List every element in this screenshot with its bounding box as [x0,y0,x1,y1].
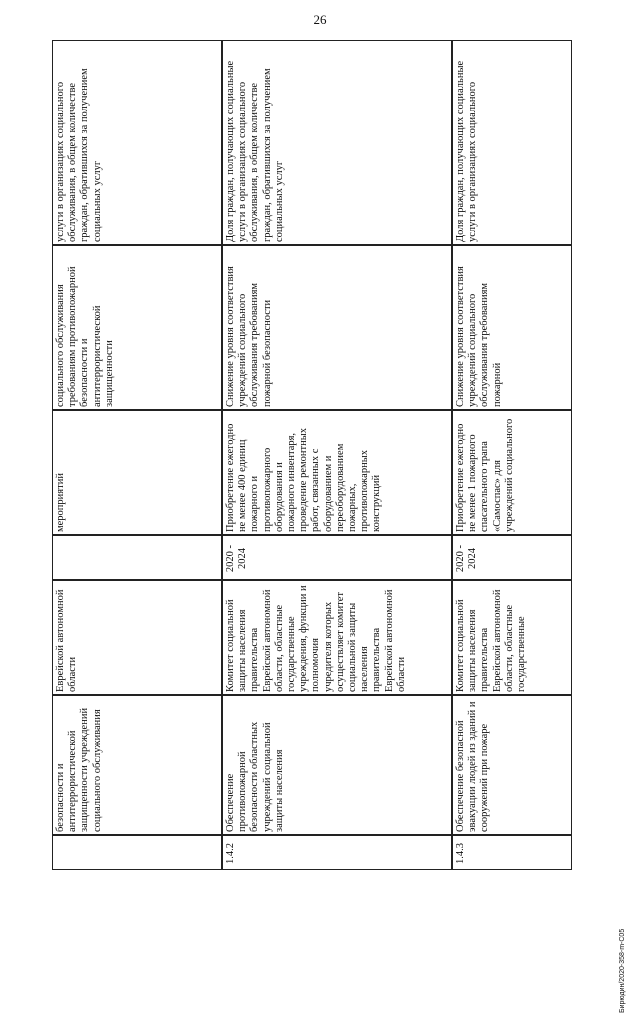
page-number: 26 [313,12,327,27]
cell-period [52,535,222,580]
cell-text-name: Обеспечение безопасной эвакуации людей из зданий и сооружений при пожаре [455,701,491,832]
cell-num [452,835,572,870]
cell-indicator [52,40,222,245]
cell-text-executor: Еврейской автономной области [55,589,79,692]
cell-text-measure: Приобретение ежегодно не менее 400 единиц пожарного и противопожарного оборудования и пожарного инвентаря, проведение ремонтных работ, связанных с оборудованием и переоборудованием пожарных, противопожарных конструкций [225,423,383,532]
cell-period [452,535,572,580]
cell-executor [52,580,222,695]
cell-text-result: социального обслуживания требованиям противопожарной безопасности и антитеррористической защищенности [55,266,115,407]
cell-text-name: Обеспечение противопожарной безопасности областных учреждений социальной защиты населения [225,721,285,832]
cell-measure [222,410,452,535]
cell-text-num: 1.4.2 [225,843,236,864]
cell-text-period [53,536,222,580]
cell-executor [452,580,572,695]
cell-text-indicator: Доля граждан, получающих социальные услуги в организациях социального [455,60,479,242]
cell-name [452,695,572,835]
cell-text-executor: Комитет социальной защиты населения правительства Еврейской автономной области, областные государственные [455,589,528,692]
cell-result [52,245,222,410]
cell-name [222,695,452,835]
cell-text-result: Снижение уровня соответствия учреждений социального обслуживания требованиям пожарной [455,266,503,407]
table-grid [52,40,572,870]
cell-indicator [222,40,452,245]
cell-name [52,695,222,835]
cell-text-num: 1.4.3 [455,843,466,864]
cell-text-num [53,836,222,870]
cell-executor [222,580,452,695]
cell-text-name: безопасности и антитеррористической защищенности учреждений социального обслуживания [55,707,103,832]
cell-num [52,835,222,870]
cell-text-measure: Приобретение ежегодно не менее 1 пожарного спасательного трапа «Самоспас» для учреждений социального [455,418,515,532]
cell-text-measure: мероприятий [55,473,66,532]
cell-text-executor: Комитет социальной защиты населения правительства Еврейской автономной области, областные государственные учреждения, функции и полномочия учредителя которых осуществляет комитет социальной защиты населения правительства Еврейской автономной области [225,585,407,692]
cell-result [452,245,572,410]
document-id: Бирюдин/2020-358-m-С05 [619,928,626,1013]
cell-indicator [452,40,572,245]
cell-measure [52,410,222,535]
cell-text-period: 2020 - 2024 [455,544,479,573]
cell-text-indicator: Доля граждан, получающих социальные услуги в организациях социального обслуживания, в общем количестве граждан, обратившихся за получением социальных услуг [225,60,285,242]
cell-text-indicator: услуги в организациях социального обслуживания, в общем количестве граждан, обратившихся за получением социальных услуг [55,68,103,242]
cell-num [222,835,452,870]
cell-measure [452,410,572,535]
cell-period [222,535,452,580]
cell-result [222,245,452,410]
cell-text-result: Снижение уровня соответствия учреждений социального обслуживания требованиям пожарной безопасности [225,266,273,407]
cell-text-period: 2020 - 2024 [225,544,249,573]
